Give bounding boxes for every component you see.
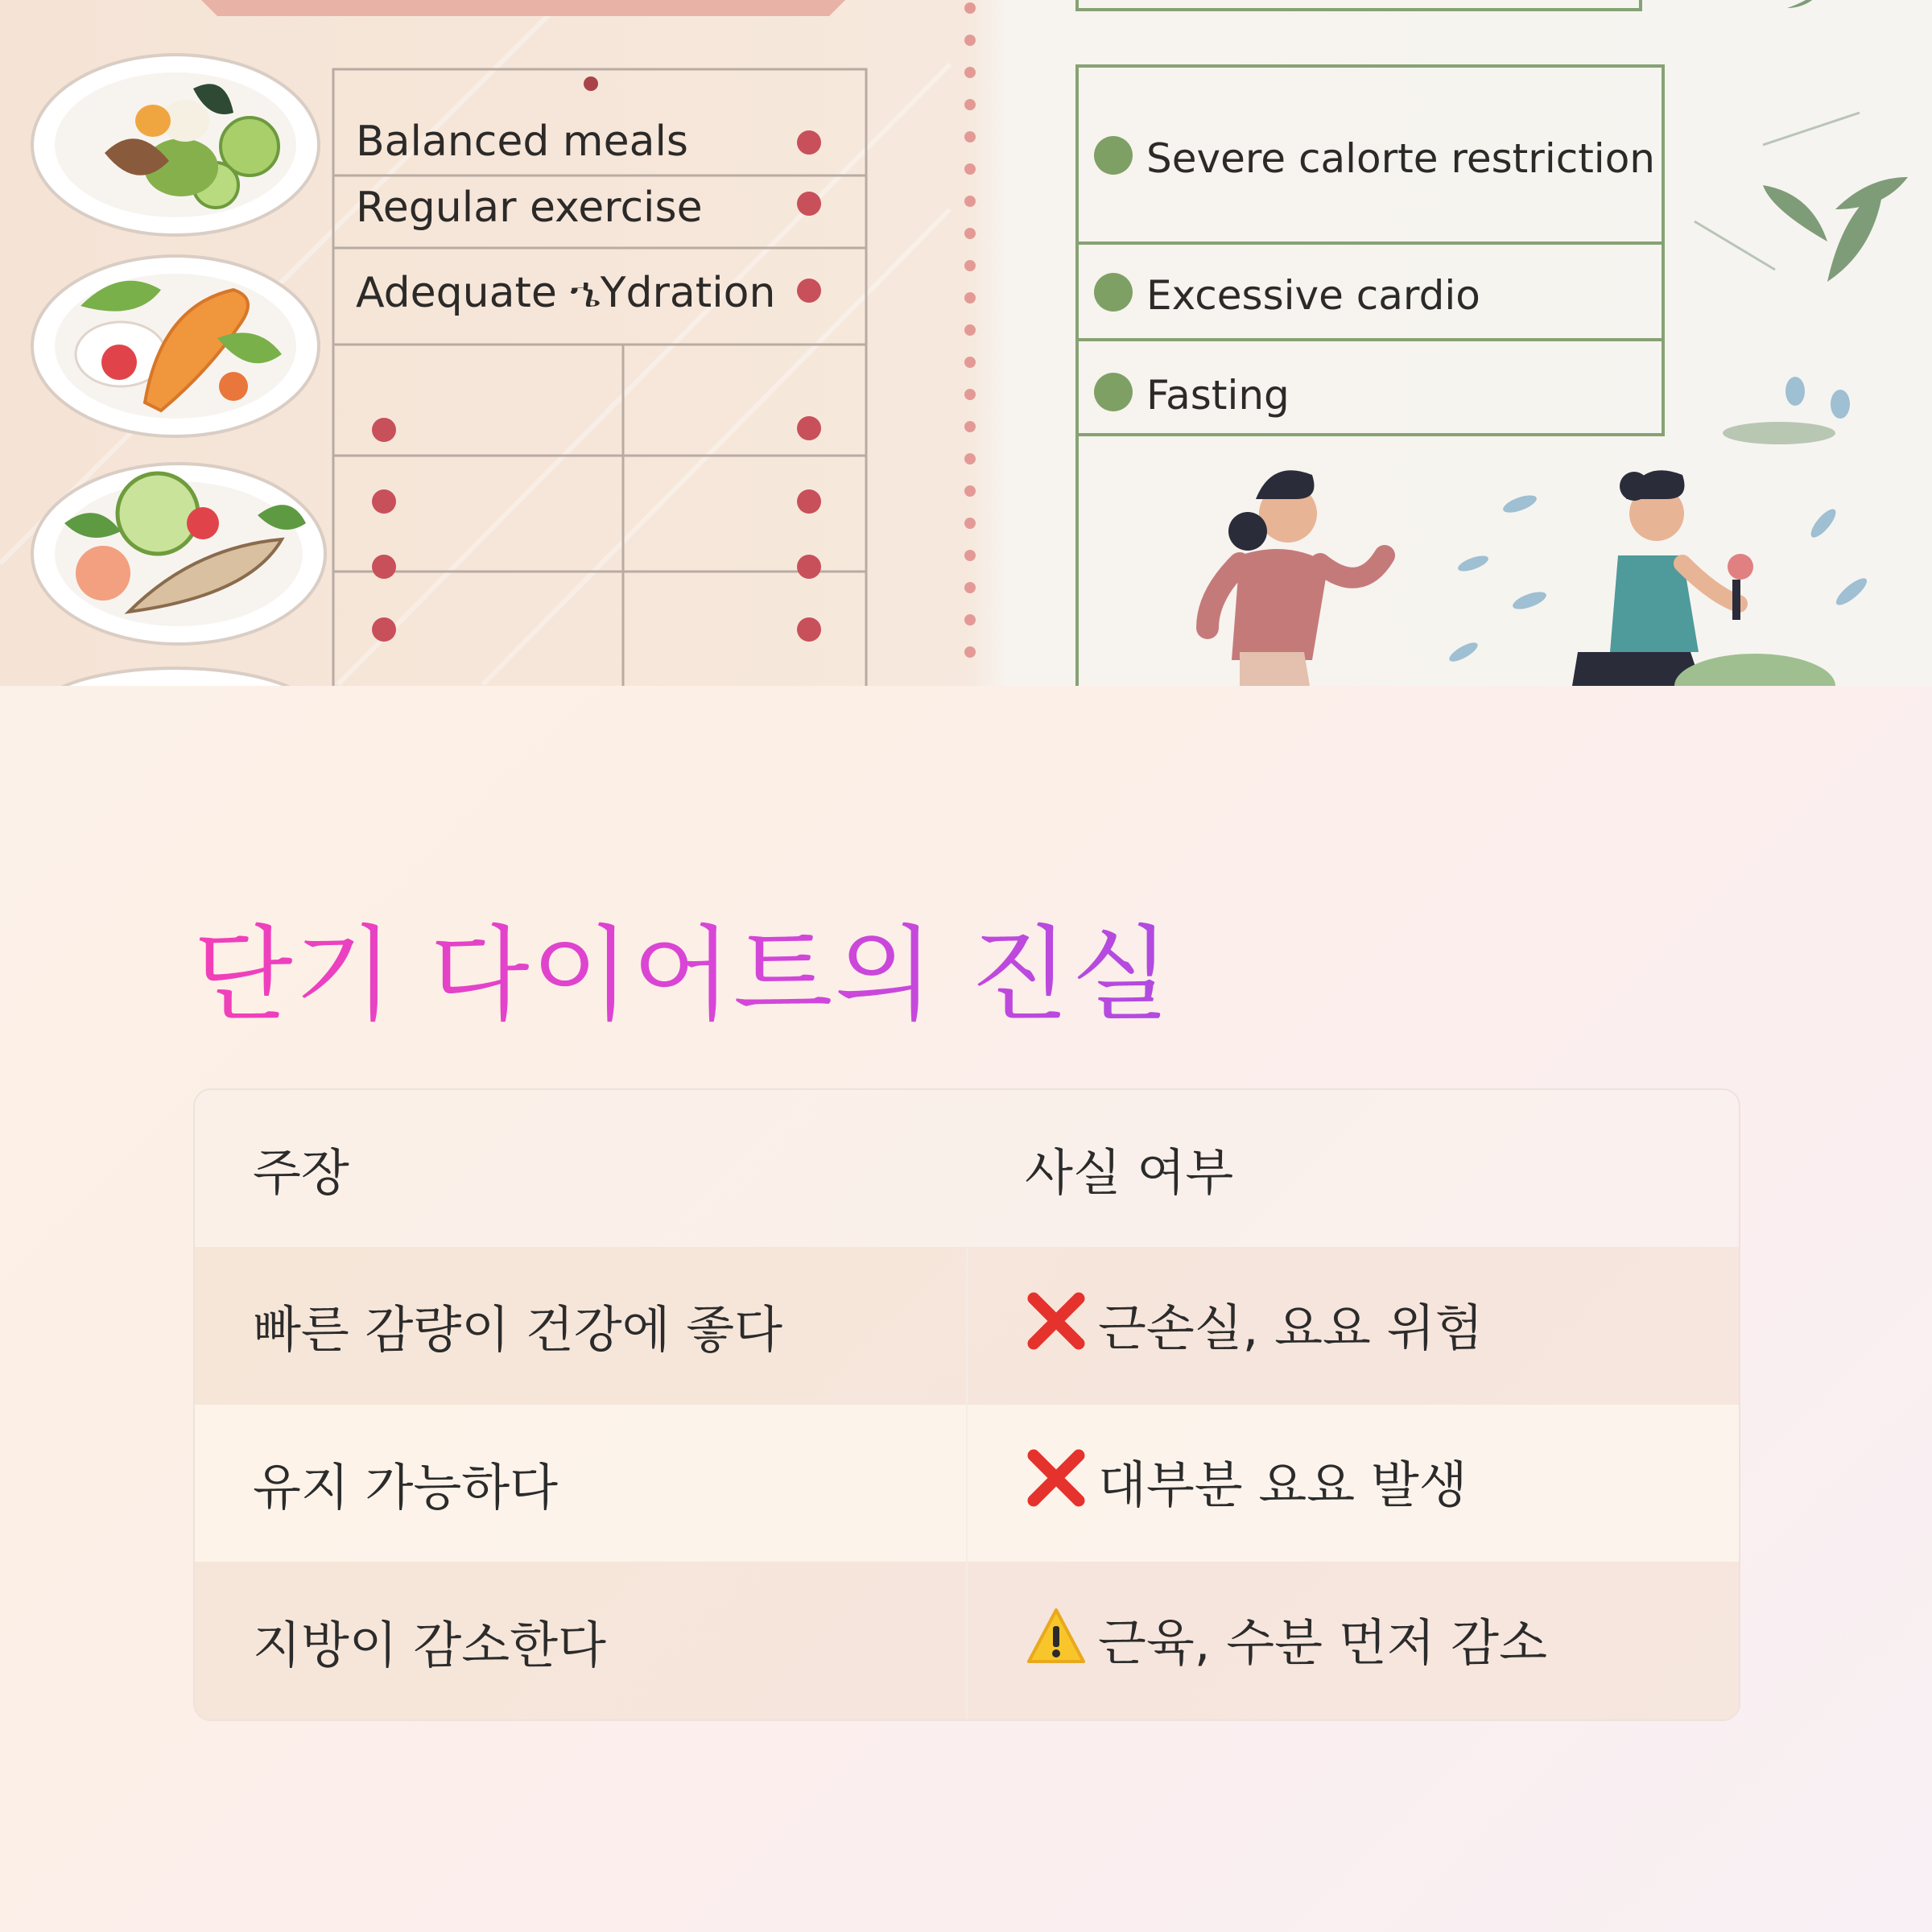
warning-icon: [1026, 1605, 1087, 1678]
runner-woman-teal: [1570, 470, 1835, 686]
unhealthy-list-dots: [1094, 136, 1133, 411]
runner-woman-pink: [1208, 470, 1385, 686]
table-row: [195, 1247, 1739, 1405]
header-fact-check: 사실 여부: [967, 1090, 1739, 1247]
diet-fact-table: [193, 1088, 1740, 1721]
unhealthy-item-excessive-cardio: Excessive cardio: [1146, 272, 1480, 319]
claim-cell: 지방이 감소한다: [195, 1562, 967, 1719]
cross-mark-icon: [1026, 1290, 1087, 1364]
verdict-cell: [967, 1405, 1739, 1563]
table-header-row: [195, 1090, 1739, 1247]
unhealthy-item-calorie-restriction: Severe calorte restriction: [1146, 135, 1655, 182]
cross-mark-icon: [1026, 1447, 1087, 1521]
verdict-text: 대부분 요요 발생: [1098, 1455, 1468, 1515]
header-claim: 주장: [195, 1090, 967, 1247]
panel-divider-dots: [964, 2, 976, 658]
food-plate-3: [32, 464, 325, 644]
healthy-item-hydration: Adequate ኄYdration: [356, 269, 776, 317]
verdict-text: 근손실, 요요 위험: [1098, 1298, 1484, 1357]
banner-strip: [201, 0, 845, 16]
claim-cell: 유지 가능하다: [195, 1405, 967, 1563]
claim-cell: 빠른 감량이 건강에 좋다: [195, 1247, 967, 1405]
verdict-text: 근육, 수분 먼저 감소: [1098, 1613, 1547, 1673]
table-row: [195, 1562, 1739, 1719]
verdict-cell: [967, 1247, 1739, 1405]
table-row: [195, 1405, 1739, 1563]
diet-infographic-illustration: [0, 0, 1932, 686]
healthy-item-regular-exercise: Regular exercise: [356, 184, 703, 232]
food-plate-2: [32, 256, 319, 436]
food-plate-1: [32, 55, 319, 235]
infographic-artwork: [0, 0, 1932, 686]
unhealthy-item-fasting: Fasting: [1146, 372, 1290, 419]
page-title: 단기 다이어트의 진실: [193, 892, 1172, 1040]
verdict-cell: [967, 1562, 1739, 1719]
food-plate-4: [32, 668, 319, 686]
leaf-decoration: [1723, 0, 1908, 444]
healthy-item-balanced-meals: Balanced meals: [356, 118, 688, 166]
fact-table: [195, 1090, 1739, 1719]
